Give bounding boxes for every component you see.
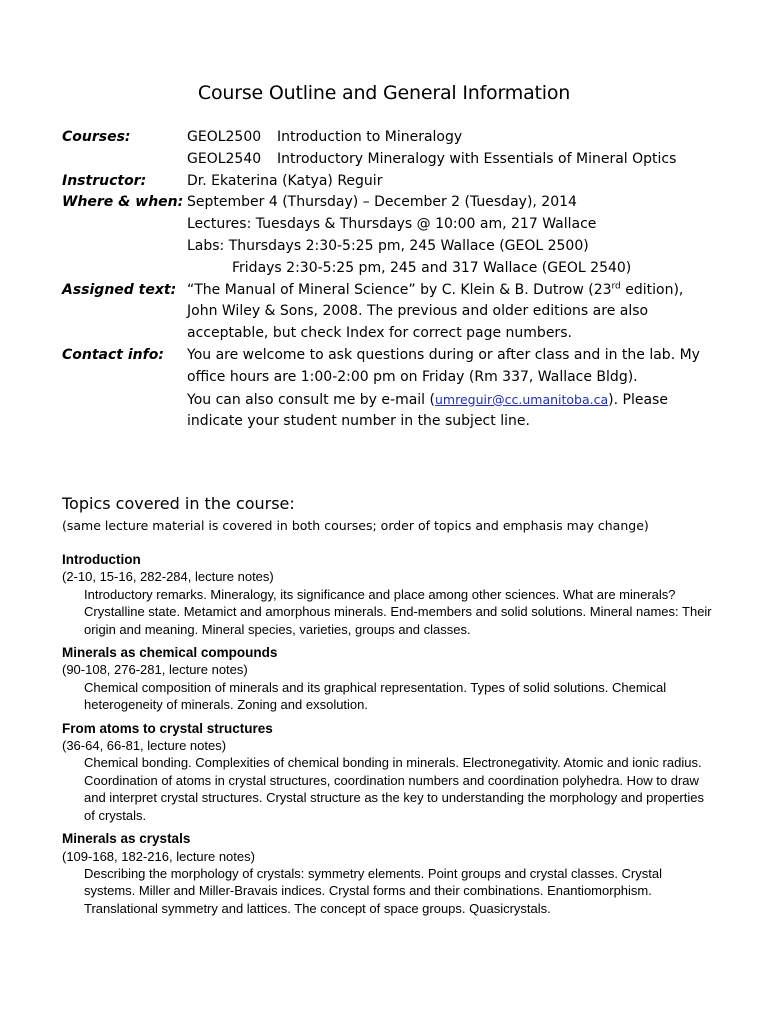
topic-description: Describing the morphology of crystals: symmetry elements. Point groups and crystal classes. Crystal systems. Miller and Miller-Bravais indices. Crystal forms and their combinations. Enantiomorphism. Translational symmetry and lattices. The concept of space groups. Quasicrystals. <box>84 865 662 916</box>
contact-line-4: indicate your student number in the subject line. <box>187 413 530 430</box>
topic-pages: (2-10, 15-16, 282-284, lecture notes) <box>62 569 274 585</box>
instructor-name: Dr. Ekaterina (Katya) Reguir <box>187 172 383 189</box>
contact-label: Contact info: <box>62 346 164 363</box>
textbook-line-3: acceptable, but check Index for correct page numbers. <box>187 325 572 342</box>
course-1-code: GEOL2500 <box>187 129 262 145</box>
lecture-schedule: Lectures: Tuesdays & Thursdays @ 10:00 am, 217 Wallace <box>187 216 597 233</box>
email-link[interactable]: umreguir@cc.umanitoba.ca <box>435 391 609 407</box>
textbook-line-2: John Wiley & Sons, 2008. The previous and older editions are also <box>187 303 649 320</box>
course-2-code: GEOL2540 <box>187 150 262 167</box>
assigned-text-row <box>62 280 742 345</box>
topic-item <box>62 720 712 824</box>
instructor-label: Instructor: <box>62 172 147 189</box>
topic-description: Chemical bonding. Complexities of chemical bonding in minerals. Electronegativity. Atomic and ionic radius. Coordination of atoms in crystal structures, coordination numbers and coordination polyhedra. How to draw and interpret crystal structures. Crystal structure as the key to understanding the morphology and properties of crystals. <box>84 755 704 823</box>
contact-email-prefix: You can also consult me by e-mail ( <box>187 391 435 408</box>
courses-value <box>187 127 742 171</box>
contact-line-1: You are welcome to ask questions during or after class and in the lab. My <box>187 346 700 363</box>
course-2-name: Introductory Mineralogy with Essentials of Mineral Optics <box>277 150 677 167</box>
course-2 <box>187 149 742 171</box>
instructor-value <box>187 171 742 193</box>
textbook-title: “The Manual of Mineral Science” by C. Klein & B. Dutrow (23 <box>187 281 612 298</box>
topic-pages: (36-64, 66-81, lecture notes) <box>62 738 227 754</box>
assigned-text-label: Assigned text: <box>62 281 177 298</box>
topic-title: Introduction <box>62 552 141 567</box>
lab-schedule: Labs: Thursdays 2:30-5:25 pm, 245 Wallace (GEOL 2500) <box>187 237 589 254</box>
assigned-text-value <box>187 280 742 345</box>
contact-email-suffix: ). Please <box>608 391 668 408</box>
topics-list <box>62 551 712 923</box>
courses-label: Courses: <box>62 129 131 145</box>
contact-row <box>62 345 742 433</box>
course-info <box>62 127 742 433</box>
instructor-row <box>62 171 742 193</box>
page-title: Course Outline and General Information <box>197 82 571 104</box>
topic-item <box>62 830 712 917</box>
contact-line-2: office hours are 1:00-2:00 pm on Friday (Rm 337, Wallace Bldg). <box>187 368 638 385</box>
where-when-label: Where & when: <box>62 194 184 211</box>
courses-row <box>62 127 742 171</box>
topic-item <box>62 551 712 638</box>
where-when-row <box>62 192 742 279</box>
textbook-line-1 <box>187 280 742 302</box>
topic-item <box>62 644 712 714</box>
topic-description: Introductory remarks. Mineralogy, its significance and place among other sciences. What are minerals? Crystalline state. Metamict and amorphous minerals. End-members and solid solutions. Mineral names: Their origin and meaning. Mineral species, varieties, groups and classes. <box>84 586 712 637</box>
topic-pages: (109-168, 182-216, lecture notes) <box>62 848 255 864</box>
where-when-value <box>187 192 742 279</box>
textbook-edition: edition), <box>620 281 684 298</box>
topic-description: Chemical composition of minerals and its graphical representation. Types of solid solutions. Chemical heterogeneity of minerals. Zoning and exsolution. <box>84 679 667 713</box>
course-dates: September 4 (Thursday) – December 2 (Tuesday), 2014 <box>187 194 577 211</box>
course-1 <box>187 127 742 149</box>
contact-line-3 <box>187 389 742 412</box>
course-1-name: Introduction to Mineralogy <box>277 129 463 145</box>
topics-heading: Topics covered in the course: <box>62 494 295 513</box>
topic-pages: (90-108, 276-281, lecture notes) <box>62 662 248 678</box>
topics-note: (same lecture material is covered in both courses; order of topics and emphasis may change) <box>62 518 649 533</box>
edition-superscript: rd <box>611 280 621 291</box>
topic-title: Minerals as chemical compounds <box>62 645 278 661</box>
topic-title: Minerals as crystals <box>62 831 191 847</box>
topic-title: From atoms to crystal structures <box>62 720 273 736</box>
contact-value <box>187 345 742 433</box>
lab-schedule-friday: Fridays 2:30-5:25 pm, 245 and 317 Wallace (GEOL 2540) <box>232 259 632 276</box>
